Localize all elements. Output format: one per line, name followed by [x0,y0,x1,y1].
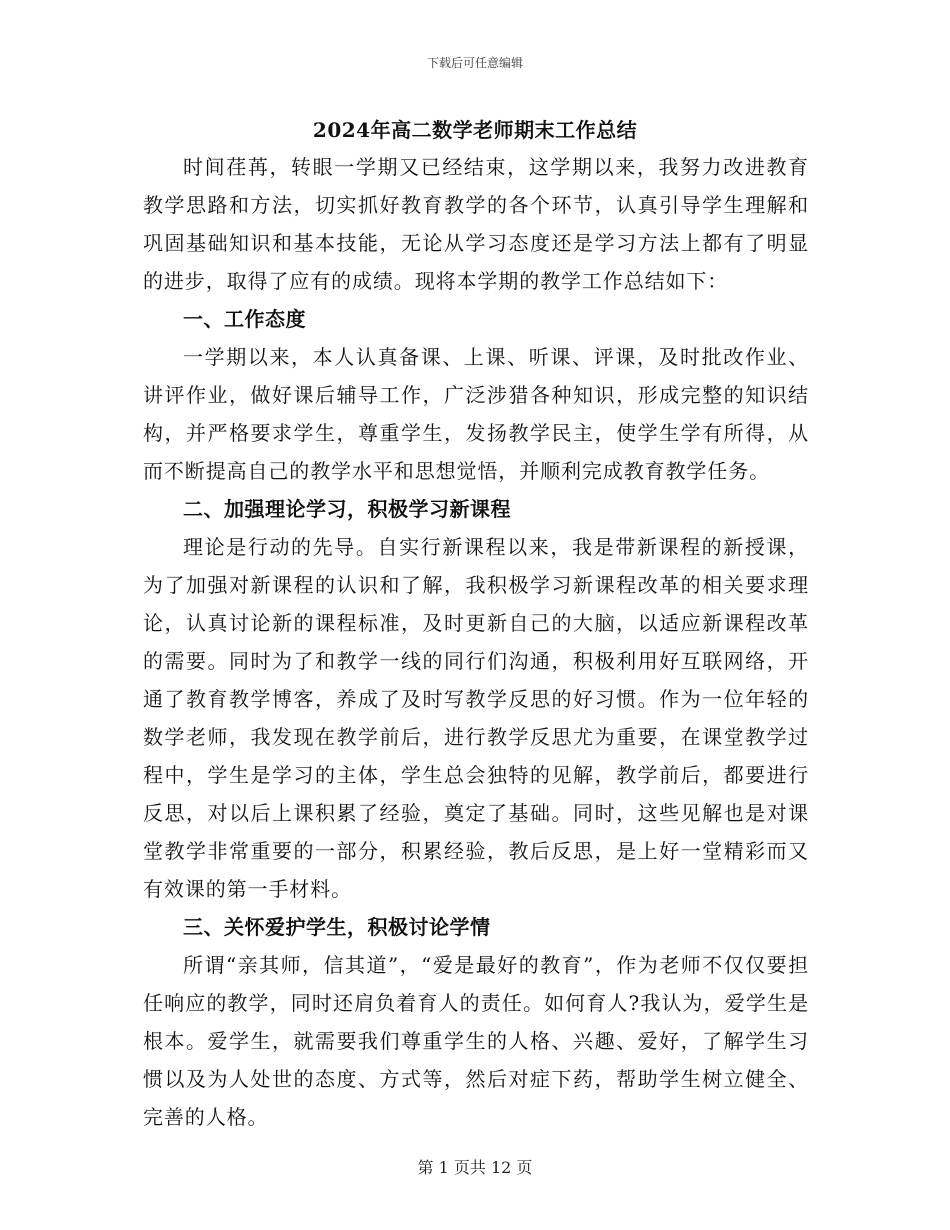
section-heading-1: 一、工作态度 [183,307,306,331]
section-body-2: 理论是行动的先导。自实行新课程以来，我是带新课程的新授课，为了加强对新课程的认识和了解，我积极学习新课程改革的相关要求理论，认真讨论新的课程标准，及时更新自己的大脑，以适应新课程改革的需要。同时为了和教学一线的同行们沟通，积极利用好互联网络，开通了教育教学博客，养成了及时写教学反思的好习惯。作为一位年轻的数学老师，我发现在教学前后，进行教学反思尤为重要，在课堂教学过程中，学生是学习的主体，学生总会独特的见解，教学前后，都要进行反思，对以后上课积累了经验，奠定了基础。同时，这些见解也是对课堂教学非常重要的一部分，积累经验，教后反思，是上好一堂精彩而又有效课的第一手材料。 [143,535,809,901]
intro-paragraph: 时间荏苒，转眼一学期又已经结束，这学期以来，我努力改进教育教学思路和方法，切实抓好教育教学的各个环节，认真引导学生理解和巩固基础知识和基本技能，无论从学习态度还是学习方法上都有了明显的进步，取得了应有的成绩。现将本学期的教学工作总结如下： [143,155,809,293]
section-heading-2: 二、加强理论学习，积极学习新课程 [183,497,511,521]
section-heading-3: 三、关怀爱护学生，积极讨论学情 [183,915,491,939]
document-title: 2024年高二数学老师期末工作总结 [312,118,638,142]
page-indicator: 第 1 页共 12 页 [417,1158,533,1177]
section-body-1: 一学期以来，本人认真备课、上课、听课、评课，及时批改作业、讲评作业，做好课后辅导工作，广泛涉猎各种知识，形成完整的知识结构，并严格要求学生，尊重学生，发扬教学民主，使学生学有所得，从而不断提高自己的教学水平和思想觉悟，并顺利完成教育教学任务。 [143,345,809,483]
header-note: 下载后可任意编辑 [426,56,523,70]
section-body-3: 所谓“亲其师，信其道”，“爱是最好的教育”，作为老师不仅仅要担任响应的教学，同时还肩负着育人的责任。如何育人?我认为，爱学生是根本。爱学生，就需要我们尊重学生的人格、兴趣、爱好，了解学生习惯以及为人处世的态度、方式等，然后对症下药，帮助学生树立健全、完善的人格。 [143,953,809,1129]
document-body [143,148,809,1136]
